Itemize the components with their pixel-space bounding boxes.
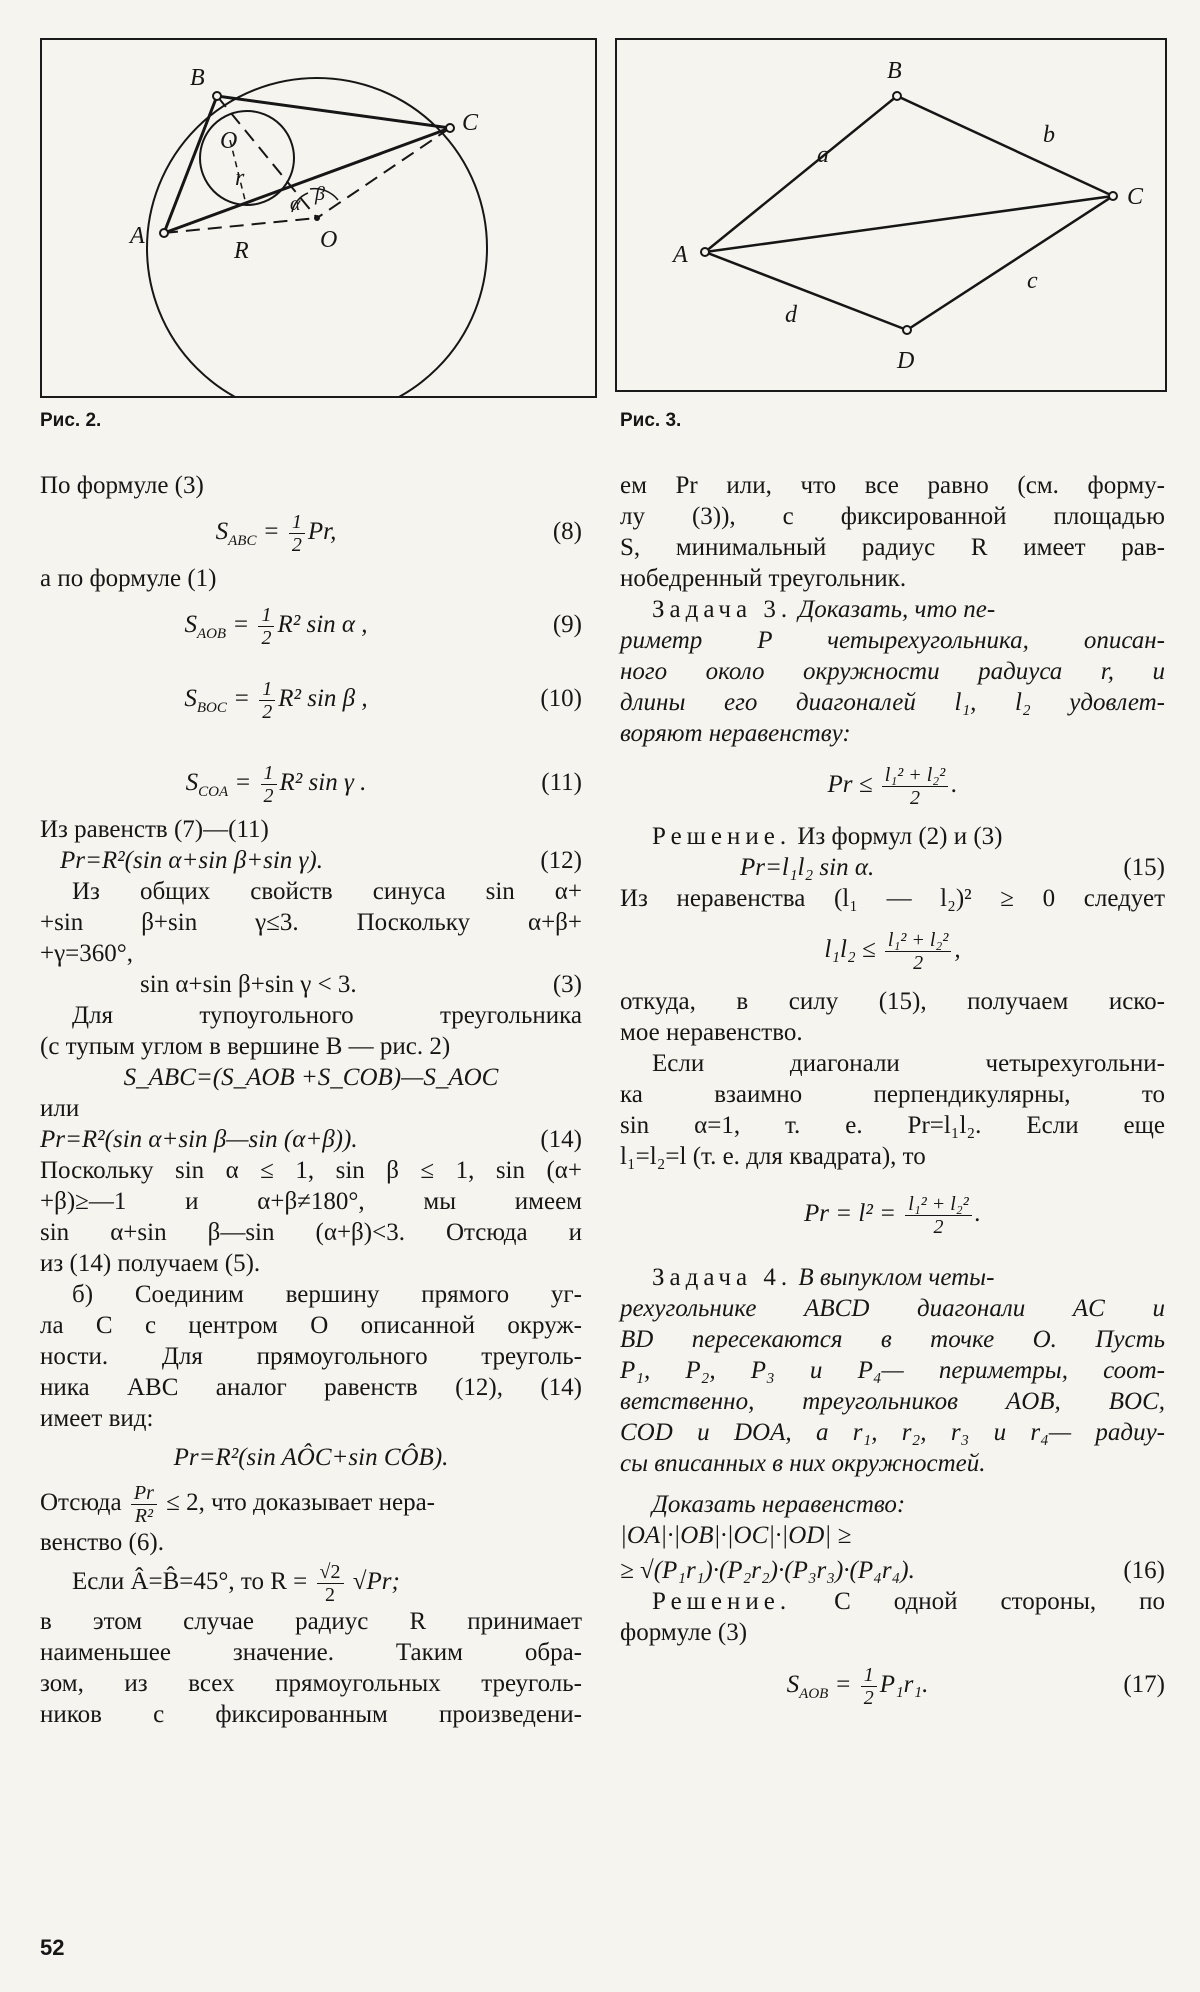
text-line: Если диагонали четырехугольни-: [652, 1050, 1165, 1077]
text-line: sin α+sin β—sin (α+β)<3. Отсюда и: [40, 1219, 582, 1246]
equation-number: (8): [552, 518, 582, 545]
equation-12: Pr=R²(sin α+sin β+sin γ). (12): [60, 847, 582, 874]
text-line: наименьшее значение. Таким обра-: [40, 1638, 582, 1666]
text-line: S, минимальный радиус R имеет рав-: [620, 534, 1165, 561]
text-line: венство (6).: [40, 1528, 164, 1556]
solution-3-heading: Решение. Из формул (2) и (3): [652, 823, 1003, 850]
text-line: Отсюда $\frac{Pr}{\text{R²}}$ ≤ 2, что доказывает нера-: [40, 1481, 435, 1527]
figure-3-caption: Рис. 3.: [620, 410, 682, 431]
text-line: Из равенств (7)—(11): [40, 816, 269, 843]
text-line: лу (3)), с фиксированной площадью: [620, 503, 1165, 530]
fig3-label-side-a: a: [817, 142, 829, 168]
text-line: Доказать неравенство:: [652, 1491, 906, 1518]
text-line: в этом случае радиус R принимает: [40, 1607, 582, 1635]
solution-4-heading: Решение. С одной стороны, по: [652, 1588, 1165, 1615]
text-line: имеет вид:: [40, 1405, 154, 1432]
formula-line: S_ABC=(S_AOB +S_COB)—S_AOC: [123, 1064, 499, 1091]
text-line: ка взаимно перпендикулярны, то: [620, 1081, 1165, 1108]
text-line: sin α=1, т. е. Pr=l₁l₂. Если еще: [620, 1112, 1165, 1139]
fig2-label-big-r: R: [234, 238, 249, 264]
formula-line: |OA|·|OB|·|OC|·|OD| ≥: [620, 1522, 852, 1549]
left-column: [40, 470, 582, 1730]
equation-10: $S_{BOC}$ = $\frac{1}{2}$ R² sin β , (10): [40, 668, 582, 730]
figure-3: [615, 38, 1167, 392]
text-line: Из общих свойств синуса sin α+: [72, 878, 582, 905]
fig3-label-b-vertex: B: [887, 58, 902, 84]
text-line: +sin β+sin γ≤3. Поскольку α+β+: [40, 909, 582, 936]
text-line: из (14) получаем (5).: [40, 1250, 261, 1277]
text-line: Для тупоугольного треугольника: [72, 1002, 582, 1029]
fig3-label-a-vertex: A: [673, 242, 688, 268]
text-line: или: [40, 1095, 80, 1122]
text-line: +γ=360°,: [40, 940, 133, 967]
inequality-l1l2: l₁l₂ ≤ $\frac{\text{l₁² + l₂²}}{2}$ ,: [824, 928, 961, 974]
inequality-pr: Pr ≤ $\frac{\text{l₁² + l₂²}}{2}$ .: [827, 763, 958, 809]
text-line: Поскольку sin α ≤ 1, sin β ≤ 1, sin (α+: [40, 1157, 582, 1184]
page-number: 52: [40, 1935, 65, 1960]
text-line: риметр P четырехугольника, описан-: [620, 627, 1165, 654]
fig3-label-c-vertex: C: [1127, 184, 1144, 210]
equation-number: (10): [540, 685, 582, 712]
text-line: ного около окружности радиуса r, и: [620, 658, 1165, 685]
text-line: сы вписанных в них окружностей.: [620, 1450, 986, 1477]
fig3-label-d-vertex: D: [897, 348, 915, 374]
text-line: ников с фиксированным произведени-: [40, 1700, 582, 1728]
text-line: нобедренный треугольник.: [620, 565, 907, 592]
text-line: длины его диагоналей l₁, l₂ удовлет-: [620, 689, 1165, 716]
fig3-label-side-b: b: [1043, 122, 1055, 148]
fig2-label-b: B: [190, 65, 205, 91]
equation-14: Pr=R²(sin α+sin β—sin (α+β)). (14): [40, 1126, 582, 1153]
text-line: l₁=l₂=l (т. е. для квадрата), то: [620, 1143, 926, 1170]
fig3-label-side-c: c: [1027, 268, 1038, 294]
text-line: ветственно, треугольников AOB, BOC,: [620, 1388, 1165, 1415]
equation-number: (11): [541, 769, 582, 796]
figure-2-caption: Рис. 2.: [40, 410, 102, 431]
text-line: откуда, в силу (15), получаем иско-: [620, 988, 1165, 1015]
equation-8: $S_{ABC}$ = $\frac{1}{2}$ Pr, (8): [40, 501, 582, 563]
fig2-label-c: C: [462, 110, 479, 136]
inequality-3: sin α+sin β+sin γ < 3. (3): [140, 971, 582, 998]
text-line: а по формуле (1): [40, 565, 217, 592]
text-line: BD пересекаются в точке O. Пусть: [620, 1326, 1165, 1353]
fig2-label-beta: β: [315, 183, 325, 205]
fig2-label-o: O: [320, 227, 338, 253]
right-column: [620, 470, 1165, 1716]
text-line: б) Соединим вершину прямого уг-: [72, 1281, 582, 1308]
text-line: ности. Для прямоугольного треуголь-: [40, 1343, 582, 1370]
text-line: мое неравенство.: [620, 1019, 803, 1046]
text-line: ника ABC аналог равенств (12), (14): [40, 1374, 582, 1401]
equation-11: $S_{COA}$ = $\frac{1}{2}$ R² sin γ . (11): [40, 752, 582, 814]
inequality-16: ≥ √(P₁r₁)·(P₂r₂)·(P₃r₃)·(P₄r₄). (16): [620, 1557, 1165, 1584]
text-line: зом, из всех прямоугольных треуголь-: [40, 1669, 582, 1697]
text-line: Из неравенства (l₁ — l₂)² ≥ 0 следует: [620, 885, 1165, 912]
problem-3-heading: Задача 3. Доказать, что пе-: [652, 596, 996, 623]
text-line: ла C с центром O описанной окруж-: [40, 1312, 582, 1339]
text-line: По формуле (3): [40, 472, 204, 499]
figure-2-drawing: [42, 40, 595, 396]
text-line: COD и DOA, а r₁, r₂, r₃ и r₄— радиу-: [620, 1419, 1165, 1446]
fig2-label-o1: O: [220, 128, 238, 154]
equation-15: Pr=l₁l₂ sin α. (15): [740, 854, 1165, 881]
equation-square: Pr = l² = $\frac{\text{l₁² + l₂²}}{2}$ .: [804, 1192, 981, 1238]
equation-number: (9): [552, 611, 582, 638]
text-line: воряют неравенству:: [620, 720, 851, 747]
text-line: Если Â=B̂=45°, то R = $\frac{√2}{2}$ √Pr;: [72, 1560, 400, 1606]
figure-2: [40, 38, 597, 398]
problem-4-heading: Задача 4. В выпуклом четы-: [652, 1264, 995, 1291]
text-line: рехугольнике ABCD диагонали AC и: [620, 1295, 1165, 1322]
text-line: ем Pr или, что все равно (см. форму-: [620, 472, 1165, 499]
fig2-label-a: A: [130, 223, 145, 249]
fig2-label-alpha: α: [290, 193, 301, 215]
equation-number: (17): [1123, 1671, 1165, 1698]
text-line: +β)≥—1 и α+β≠180°, мы имеем: [40, 1188, 582, 1215]
text-line: (с тупым углом в вершине B — рис. 2): [40, 1033, 451, 1060]
fig2-label-r: r: [235, 165, 245, 191]
fig3-label-side-d: d: [785, 302, 797, 328]
figure-3-drawing: [617, 40, 1165, 390]
equation-17: $S_{AOB}$ = $\frac{1}{2}$ P₁r₁. (17): [620, 1654, 1165, 1716]
formula-line: Pr=R²(sin AÔC+sin CÔB).: [173, 1444, 449, 1471]
text-line: P₁, P₂, P₃ и P₄— периметры, соот-: [620, 1357, 1165, 1384]
text-line: формуле (3): [620, 1619, 748, 1646]
equation-9: $S_{AOB}$ = $\frac{1}{2}$ R² sin α , (9): [40, 594, 582, 656]
